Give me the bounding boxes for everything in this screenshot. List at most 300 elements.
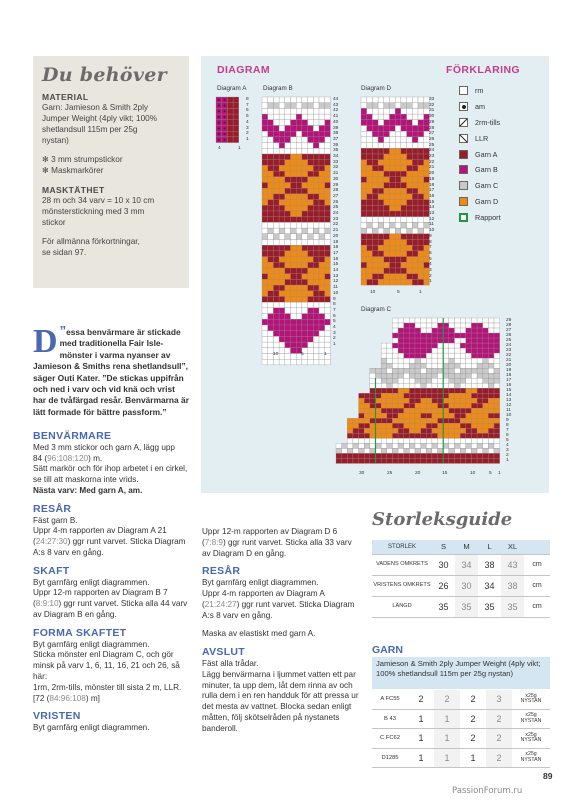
chart-cell-c [392,378,398,383]
chart-cell-d [372,131,378,137]
chart-cell-b [319,131,325,137]
chart-cell-c [438,423,444,428]
chart-cell-b [319,319,325,325]
chart-cell-b [319,137,325,143]
chart-tick-label: 15 [333,262,339,268]
chart-cell-c [460,333,466,338]
chart-cell-d [390,228,396,234]
chart-cell-c [443,318,449,323]
chart-cell-c [488,458,494,463]
chart-cell-d [367,234,373,240]
chart-cell-b [313,143,319,149]
chart-cell-c [359,408,365,413]
chart-cell-b [285,245,291,251]
chart-cell-b [313,257,319,263]
intro-quote [33,323,190,418]
chart-cell-d [395,165,401,171]
chart-cell-b [268,359,274,365]
chart-cell-c [455,363,461,368]
chart-cell-b [319,188,325,194]
chart-cell-c [376,418,382,423]
chart-tick-label: 7 [246,102,249,108]
chart-cell-c [438,418,444,423]
chart-cell-c [494,338,500,343]
chart-tick-label: 35 [333,148,339,154]
chart-cell-d [372,228,378,234]
section-heading-avslut: AVSLUT [202,646,246,659]
chart-cell-d [378,234,384,240]
chart-cell-d [384,108,390,114]
yarn-heading: GARN [372,644,403,656]
chart-cell-c [370,398,376,403]
chart-cell-d [372,108,378,114]
chart-cell-b [302,262,308,268]
chart-cell-d [378,177,384,183]
chart-cell-d [372,188,378,194]
chart-cell-c [471,453,477,458]
chart-cell-d [378,268,384,274]
chart-cell-c [471,413,477,418]
chart-cell-b [273,171,279,177]
chart-cell-c [347,433,353,438]
chart-cell-d [412,97,418,103]
chart-cell-c [415,353,421,358]
chart-cell-b [273,291,279,297]
chart-tick-label: 3 [246,125,249,131]
chart-cell-c [494,423,500,428]
chart-cell-b [268,257,274,263]
chart-cell-c [370,378,376,383]
chart-cell-b [325,165,331,171]
chart-cell-c [438,348,444,353]
chart-cell-d [361,160,367,166]
chart-cell-c [455,368,461,373]
chart-cell-d [361,240,367,246]
chart-cell-d [395,154,401,160]
chart-cell-d [412,114,418,120]
chart-cell-d [407,228,413,234]
chart-cell-b [279,251,285,257]
chart-cell-c [488,373,494,378]
chart-cell-c [449,438,455,443]
chart-cell-c [443,368,449,373]
chart-cell-d [378,148,384,154]
chart-cell-d [407,217,413,223]
chart-cell-b [285,217,291,223]
chart-cell-c [443,328,449,333]
chart-cell-b [319,120,325,126]
chart-cell-b [325,97,331,103]
chart-cell-c [432,433,438,438]
chart-cell-c [398,428,404,433]
chart-tick-label: 1 [324,352,327,357]
chart-cell-d [372,205,378,211]
chart-cell-d [412,148,418,154]
chart-cell-c [381,358,387,363]
size-guide-title: Storleksguide [372,509,513,530]
chart-tick-label: 16 [333,256,339,262]
chart-cell-d [361,171,367,177]
chart-cell-c [438,338,444,343]
chart-cell-c [421,338,427,343]
legend-swatch-icon [459,181,468,190]
chart-cell-c [415,358,421,363]
legend-label: 2rm-tills [475,117,501,127]
chart-cell-d [390,131,396,137]
chart-cell-d [412,177,418,183]
chart-cell-d [390,183,396,189]
chart-cell-b [302,143,308,149]
chart-cell-d [401,240,407,246]
chart-cell-b [268,205,274,211]
chart-cell-b [285,297,291,303]
chart-tick-label: 3 [429,268,432,273]
chart-cell-c [376,393,382,398]
chart-cell-c [392,428,398,433]
chart-cell-c [404,333,410,338]
chart-tick-label: 6 [506,433,509,439]
chart-cell-d [378,200,384,206]
chart-cell-b [285,171,291,177]
chart-cell-c [488,423,494,428]
chart-cell-c [342,458,348,463]
chart-cell-b [296,114,302,120]
chart-cell-b [285,234,291,240]
chart-cell-d [412,160,418,166]
chart-cell-b [302,97,308,103]
chart-cell-c [409,438,415,443]
chart-cell-d [384,131,390,137]
chart-cell-c [488,403,494,408]
chart-tick-label: 4 [506,443,509,449]
chart-cell-c [409,368,415,373]
chart-cell-b [313,211,319,217]
chart-cell-d [401,234,407,240]
chart-cell-b [325,302,331,308]
size-table-header: STORLEK S M L XL [372,540,550,554]
diagram-d-label: Diagram D [361,85,392,92]
chart-cell-c [409,318,415,323]
chart-cell-b [285,211,291,217]
chart-cell-b [308,177,314,183]
chart-cell-b [319,297,325,303]
chart-cell-c [488,453,494,458]
chart-cell-d [378,217,384,223]
benvarmare-cast-on: Med 3 mm stickor och garn A, lägg upp 84 (96:108:120) m. [33,442,175,463]
chart-tick-label: 41 [333,114,339,120]
chart-cell-b [308,205,314,211]
chart-cell-d [407,274,413,280]
chart-cell-c [359,403,365,408]
chart-cell-b [279,240,285,246]
chart-cell-d [361,103,367,109]
chart-cell-d [407,279,413,285]
chart-cell-d [395,251,401,257]
chart-cell-c [421,388,427,393]
chart-cell-c [438,398,444,403]
chart-cell-b [285,103,291,109]
chart-cell-c [494,383,500,388]
chart-cell-d [395,183,401,189]
chart-cell-c [455,323,461,328]
chart-cell-c [466,413,472,418]
chart-cell-c [432,353,438,358]
chart-cell-d [361,177,367,183]
chart-cell-c [392,383,398,388]
chart-cell-b [302,285,308,291]
chart-cell-c [353,423,359,428]
chart-cell-b [319,217,325,223]
chart-cell-d [395,234,401,240]
chart-cell-b [325,245,331,251]
chart-cell-d [418,205,424,211]
chart-cell-c [432,323,438,328]
chart-cell-d [367,137,373,143]
chart-cell-c [409,453,415,458]
chart-cell-d [361,211,367,217]
chart-cell-c [466,443,472,448]
chart-cell-c [398,438,404,443]
chart-cell-b [302,274,308,280]
chart-cell-c [477,348,483,353]
chart-cell-c [404,373,410,378]
chart-cell-b [279,222,285,228]
chart-cell-c [359,418,365,423]
chart-cell-c [455,408,461,413]
chart-cell-c [494,378,500,383]
chart-cell-b [325,319,331,325]
chart-cell-c [392,333,398,338]
legend-label: Garn D [475,196,499,206]
chart-cell-d [390,274,396,280]
chart-tick-label: 30 [359,471,365,476]
chart-cell-b [273,285,279,291]
chart-cell-c [415,413,421,418]
chart-tick-label: 30 [429,114,435,120]
chart-cell-c [477,418,483,423]
instructions-col-2 [202,527,360,735]
chart-cell-d [378,228,384,234]
chart-cell-b [313,103,319,109]
chart-cell-d [418,165,424,171]
chart-cell-c [359,393,365,398]
chart-cell-b [319,143,325,149]
chart-cell-d [390,262,396,268]
chart-cell-d [401,103,407,109]
chart-cell-d [390,126,396,132]
chart-cell-d [372,114,378,120]
chart-cell-b [268,126,274,132]
chart-cell-c [460,368,466,373]
chart-cell-c [477,378,483,383]
chart-tick-label: 42 [333,108,339,114]
chart-cell-c [398,323,404,328]
chart-cell-b [268,274,274,280]
chart-cell-c [460,348,466,353]
chart-cell-b [285,188,291,194]
chart-cell-c [353,418,359,423]
chart-cell-d [401,222,407,228]
chart-tick-label: 5 [397,290,400,295]
chart-cell-c [460,428,466,433]
chart-cell-c [387,403,393,408]
chart-cell-c [364,423,370,428]
resar2-bind-off: Maska av elastiskt med garn A. [202,629,316,639]
chart-cell-b [268,217,274,223]
chart-cell-c [443,413,449,418]
chart-cell-b [296,257,302,263]
chart-cell-b [291,291,297,297]
size-row-ankle: VRISTENS OMKRETS 26 30 34 38 cm [372,575,550,596]
chart-cell-d [367,177,373,183]
chart-cell-c [483,393,489,398]
chart-cell-c [421,323,427,328]
chart-tick-label: 5 [506,438,509,444]
chart-cell-b [302,183,308,189]
chart-cell-b [308,217,314,223]
size-row-length: LÄNGD 35 35 35 35 cm [372,596,550,617]
chart-cell-b [296,285,302,291]
chart-tick-label: 18 [333,245,339,251]
chart-cell-d [390,222,396,228]
chart-cell-c [471,378,477,383]
chart-cell-c [409,388,415,393]
chart-cell-b [273,279,279,285]
chart-cell-b [262,183,268,189]
chart-cell-b [279,165,285,171]
chart-cell-d [361,143,367,149]
chart-cell-d [390,108,396,114]
chart-cell-d [372,194,378,200]
chart-cell-b [285,262,291,268]
chart-cell-c [387,358,393,363]
chart-cell-d [395,108,401,114]
chart-cell-d [407,148,413,154]
chart-tick-label: 9 [333,296,336,302]
chart-cell-c [404,438,410,443]
chart-cell-d [401,120,407,126]
chart-cell-b [262,120,268,126]
chart-cell-c [449,358,455,363]
chart-cell-d [401,160,407,166]
chart-tick-label: 4 [333,325,336,330]
chart-cell-c [381,348,387,353]
chart-tick-label: 4 [218,146,221,151]
chart-cell-c [404,338,410,343]
chart-tick-label: 5 [333,319,336,325]
chart-cell-c [494,403,500,408]
legend-item [459,209,545,225]
chart-cell-b [273,154,279,160]
chart-cell-b [279,245,285,251]
chart-cell-c [364,413,370,418]
chart-cell-b [291,228,297,234]
chart-cell-b [279,325,285,331]
chart-cell-b [319,314,325,320]
chart-cell-c [381,413,387,418]
chart-cell-c [376,388,382,393]
chart-tick-label: 1 [419,290,422,295]
chart-cell-d [367,120,373,126]
chart-cell-b [308,245,314,251]
chart-cell-c [426,373,432,378]
chart-cell-c [466,403,472,408]
yarn-table [372,690,550,768]
chart-cell-c [449,458,455,463]
chart-cell-b [319,194,325,200]
chart-cell-b [313,336,319,342]
chart-cell-c [471,383,477,388]
chart-cell-c [460,338,466,343]
chart-cell-b [302,251,308,257]
chart-tick-label: 25 [387,471,393,476]
chart-cell-c [483,453,489,458]
chart-cell-b [308,103,314,109]
chart-cell-d [401,228,407,234]
chart-cell-b [302,165,308,171]
chart-cell-d [412,217,418,223]
chart-cell-d [384,194,390,200]
chart-cell-b [268,314,274,320]
chart-cell-c [483,353,489,358]
chart-cell-c [471,388,477,393]
chart-cell-b [273,331,279,337]
section-heading-forma-skaftet: FORMA SKAFTET [33,626,127,639]
chart-cell-c [376,373,382,378]
chart-tick-label: 38 [333,131,339,137]
chart-cell-c [392,453,398,458]
chart-cell-c [477,408,483,413]
chart-cell-d [378,257,384,263]
chart-cell-b [279,228,285,234]
chart-cell-c [432,438,438,443]
chart-cell-c [359,423,365,428]
chart-cell-c [432,443,438,448]
chart-cell-c [404,358,410,363]
chart-cell-b [285,200,291,206]
chart-cell-c [370,458,376,463]
materials-title: Du behöver [42,64,167,86]
chart-cell-c [381,353,387,358]
chart-cell-c [494,358,500,363]
chart-cell-b [273,251,279,257]
chart-cell-b [279,257,285,263]
chart-cell-c [426,418,432,423]
chart-cell-c [488,383,494,388]
chart-tick-label: 24 [429,148,435,154]
chart-cell-c [415,333,421,338]
chart-cell-c [364,393,370,398]
chart-cell-c [421,373,427,378]
chart-cell-b [325,205,331,211]
chart-cell-d [412,274,418,280]
chart-cell-d [401,165,407,171]
chart-cell-c [466,338,472,343]
chart-cell-c [353,448,359,453]
chart-cell-b [279,262,285,268]
chart-cell-c [381,408,387,413]
chart-cell-c [387,373,393,378]
chart-cell-c [494,323,500,328]
chart-cell-b [308,160,314,166]
chart-cell-c [438,393,444,398]
chart-cell-b [296,234,302,240]
chart-cell-c [387,438,393,443]
chart-cell-b [296,137,302,143]
chart-tick-label: 10 [273,352,279,357]
chart-tick-label: 20 [506,363,512,369]
chart-cell-d [390,240,396,246]
